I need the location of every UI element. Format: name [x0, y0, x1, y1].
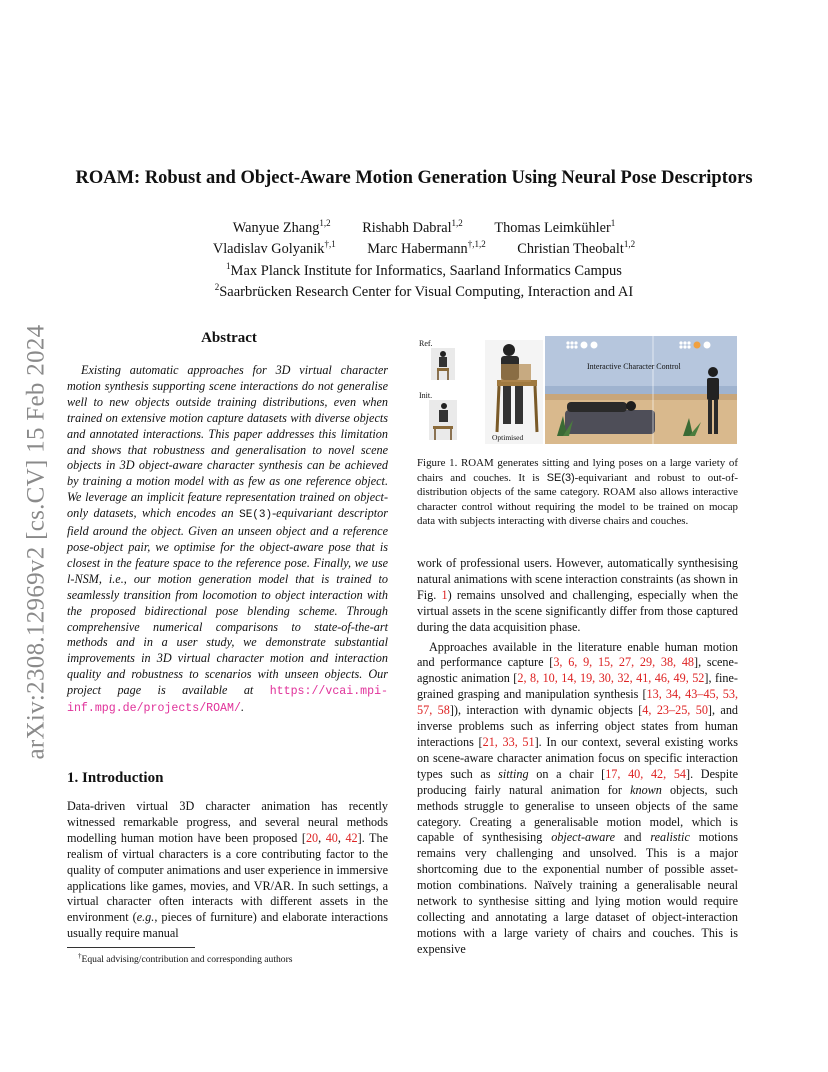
affiliation: $^1$Max Planck Institute for Informatics, Saarland Informatics Campus: [226, 261, 622, 279]
citation-link[interactable]: 20: [305, 830, 319, 845]
author-list: [130, 218, 718, 260]
citation-link[interactable]: 3, 6, 9, 15, 27, 29, 38, 48: [553, 655, 695, 670]
citation-link[interactable]: 13, 34, 43–45, 53, 57, 58: [417, 687, 738, 718]
init-thumbnail: [429, 400, 457, 440]
author: Marc Habermann$^{\dagger,1,2}$: [367, 239, 486, 257]
author: Rishabh Dabral$^{1,2}$: [362, 218, 463, 236]
ref-thumbnail: [431, 348, 455, 380]
arxiv-stamp: [16, 262, 56, 822]
author-row-1: [130, 218, 718, 239]
intro-heading: 1. Introduction: [67, 770, 164, 786]
author: Vladislav Golyanik$^{\dagger,1}$: [212, 239, 336, 257]
intro-body: Data-driven virtual 3D character animation has recently witnessed remarkable progress, and several neural methods modelling human motion have been proposed [20, 40, 42]. The realism of virtual characters is a core contributing factor to the quality of computer animations and user experience in immersive applications like games, movies, and VR/AR. In such settings, a virtual character often interacts with different assets in the environment (e.g., pieces of furniture) and elaborate interactions usually require manual: [67, 799, 388, 941]
interactive-control-label: Interactive Character Control: [587, 362, 681, 371]
paper-title: ROAM: Robust and Object-Aware Motion Generation Using Neural Pose Descriptors: [75, 168, 753, 188]
figure-1: [417, 336, 737, 444]
figure-ref-link[interactable]: 1: [441, 587, 448, 602]
paragraph: work of professional users. However, automatically synthesising natural animations with scene interaction constraints (as shown in Fig. 1) remains unsolved and challenging, especially when the virtual assets in the scene significantly differ from those captured during the data acquisition phase.: [417, 556, 738, 634]
arxiv-stamp-text: arXiv:2308.12969v2 [cs.CV] 15 Feb 2024: [22, 324, 50, 760]
author: Christian Theobalt$^{1,2}$: [517, 239, 636, 257]
abstract-body: Existing automatic approaches for 3D virtual character motion synthesis supporting scene interactions do not generalise well to new objects outside training distributions, even when trained on extensive motion capture datasets with diverse objects and annotated interactions. This paper addresses this limitation and shows that robustness and generalisation to novel scene objects in 3D object-aware character synthesis can be achieved by training a motion model with as few as one reference object. We leverage an implicit feature representation trained on object-only datasets, which encodes an SE(3)-equivariant descriptor field around the object. Given an unseen object and a reference pose-object pair, we optimise for the object-aware pose that is closest in the feature space to the reference pose. Finally, we use l-NSM, i.e., our motion generation model that is trained to seamlessly transition from locomotion to object interaction with the proposed bidirectional pose blending scheme. Through comprehensive numerical comparisons to state-of-the-art methods and in a user study, we demonstrate substantial improvements in 3D virtual character motion and interaction quality and robustness to scenarios with unseen objects. Our project page is available at https://vcai.mpi-inf.mpg.de/projects/ROAM/.: [67, 363, 388, 716]
affiliation: $^2$Saarbrücken Research Center for Visual Computing, Interaction and AI: [214, 282, 634, 300]
citation-link[interactable]: 42: [345, 830, 358, 845]
footnote-rule: [67, 947, 195, 948]
abstract-heading: Abstract: [201, 330, 257, 346]
affiliations: [100, 261, 748, 303]
citation-link[interactable]: 40: [325, 830, 338, 845]
figure-1-caption: Figure 1. ROAM generates sitting and lying poses on a large variety of chairs and couches. It is SE(3)-equivariant and robust to out-of-distribution objects of the same category. ROAM also allows interactive character control without requiring the model to be trained on mocap data with subjects interacting with diverse chairs and couches.: [417, 457, 738, 527]
author: Wanyue Zhang$^{1,2}$: [232, 218, 331, 236]
init-label: Init.: [419, 391, 433, 400]
footnote: †Equal advising/contribution and corresponding authors: [78, 952, 293, 965]
paragraph: Approaches available in the literature enable human motion and performance capture [3, 6, 9, 15, 27, 29, 38, 48], scene-agnostic animation [2, 8, 10, 14, 19, 30, 32, 41, 46, 49, 52], fine-grained grasping and manipulation synthesis [13, 34, 43–45, 53, 57, 58]), interaction with dynamic objects [4, 23–25, 50], and inverse problems such as inferring object states from human interactions [21, 33, 51]. In our context, several existing works on scene-aware character animation focus on specific interaction types such as sitting on a chair [17, 40, 42, 54]. Despite producing fairly natural animation for known objects, such methods struggle to generalise to unseen objects of the same category. Creating a generalisable motion model, which is capable of synthesising object-aware and realistic motions remains very challenging and unsolved. This is a major shortcoming due to the exponential number of possible asset-motion combinations. Naïvely training a generalisable neural network to synthesise sitting and lying motion would require collecting and annotating a large dataset of object-interaction motions with a large variety of chairs and couches. This is expensive: [417, 639, 739, 956]
optimised-panel: [485, 340, 543, 444]
citation-link[interactable]: 4, 23–25, 50: [642, 703, 708, 718]
project-page-link[interactable]: https://vcai.mpi-inf.mpg.de/projects/ROAM/: [67, 685, 388, 716]
ref-label: Ref.: [419, 339, 433, 348]
right-column-body: [417, 556, 738, 958]
citation-link[interactable]: 17, 40, 42, 54: [605, 766, 687, 781]
citation-link[interactable]: 2, 8, 10, 14, 19, 30, 32, 41, 46, 49, 52: [517, 671, 705, 686]
interactive-control-scene: [545, 336, 737, 444]
author: Thomas Leimkühler$^1$: [494, 218, 616, 236]
se3-notation: SE(3): [239, 509, 273, 522]
optimised-label: Optimised: [492, 433, 524, 442]
citation-link[interactable]: 21, 33, 51: [482, 734, 535, 749]
author-row-2: [130, 239, 718, 260]
